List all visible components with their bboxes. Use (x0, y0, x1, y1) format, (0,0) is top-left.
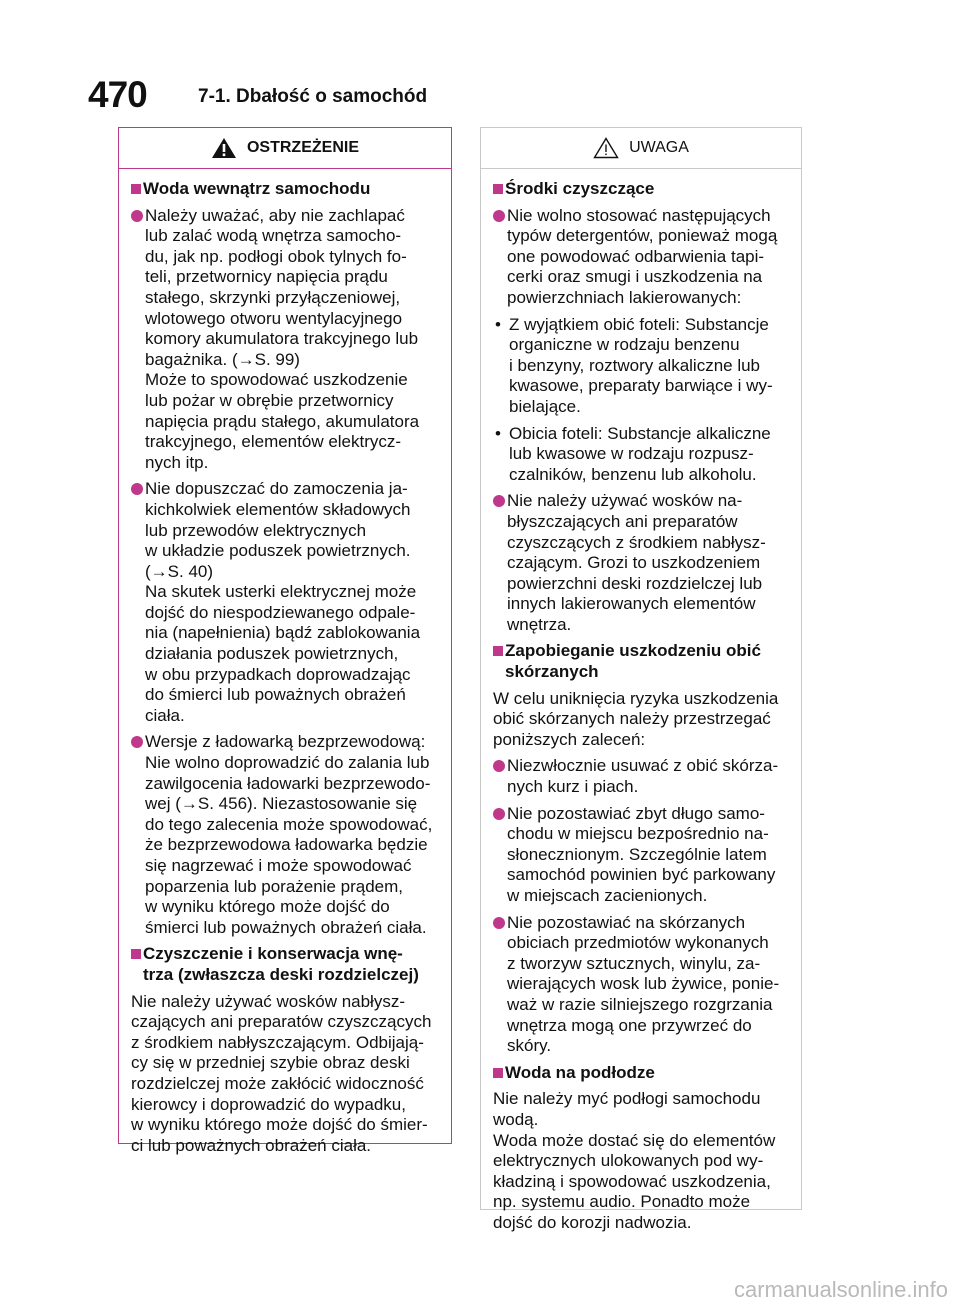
page-number: 470 (88, 74, 147, 115)
warning-header (119, 128, 451, 169)
section-heading: Woda wewnątrz samochodu (131, 179, 445, 200)
list-item: Niezwłocznie usuwać z obić skórza- nych kurz i piach. (493, 756, 795, 797)
section-heading: Środki czyszczące (493, 179, 795, 200)
list-item: • Obicia foteli: Substancje alkaliczne lub kwasowe w rodzaju rozpusz- czalników, benzenu lub alkoholu. (495, 423, 771, 484)
caution-triangle-icon (593, 137, 619, 159)
warning-box (118, 127, 452, 1155)
list-item: Nie pozostawiać zbyt długo samo- chodu w miejscu bezpośrednio na- słonecznionym. Szczególnie latem samochód powinien być parkowany w miejscach zacienionych. (493, 804, 795, 907)
paragraph: Nie należy myć podłogi samochodu wodą. Woda może dostać się do elementów elektrycznych ulokowanych pod wy- kładziną i spowodować uszkodzenia, np. systemu audio. Ponadto może dojść do korozji nadwozia. (493, 1089, 776, 1232)
circle-bullet-icon (131, 210, 143, 222)
watermark: carmanualsonline.info (733, 1277, 948, 1302)
warning-title: OSTRZEŻENIE (246, 139, 359, 156)
circle-bullet-icon (493, 210, 505, 222)
square-bullet-icon (131, 184, 141, 194)
square-bullet-icon (131, 949, 141, 959)
list-item: Należy uważać, aby nie zachlapać lub zalać wodą wnętrza samocho- du, jak np. podłogi obok tylnych fo- teli, przetwornicy napięcia prądu stałego, skrzynki przyłączeniowej, wlotowego otworu wentylacyjnego komory akumulatora trakcyjnego lub bagażnika. (→S. 99) Może to spowodować uszkodzenie lub pożar w obrębie przetwornicy napięcia prądu stałego, akumulatora trakcyjnego, elementów elektrycz- nych itp. (131, 206, 445, 474)
circle-bullet-icon (131, 736, 143, 748)
notice-header (481, 128, 801, 169)
list-item: • Z wyjątkiem obić foteli: Substancje organiczne w rodzaju benzenu i benzyny, roztwory alkaliczne lub kwasowe, preparaty barwiące i wy- bielające. (495, 314, 773, 416)
dot-bullet-icon: • (495, 423, 501, 443)
circle-bullet-icon (131, 483, 143, 495)
section-heading: Czyszczenie i konserwacja wnę- trza (zwłaszcza deski rozdzielczej) (131, 944, 445, 985)
dot-bullet-icon: • (495, 314, 501, 334)
list-item: Nie dopuszczać do zamoczenia ja- kichkolwiek elementów składowych lub przewodów elektrycznych w układzie poduszek powietrznych. (→S. 40) Na skutek usterki elektrycznej może dojść do niespodziewanego odpale- nia (napełnienia) bądź zablokowania działania poduszek powietrznych, w obu przypadkach doprowadzając do śmierci lub poważnych obrażeń ciała. (131, 479, 445, 726)
notice-title: UWAGA (629, 139, 689, 156)
list-item: Wersje z ładowarką bezprzewodową: Nie wolno doprowadzić do zalania lub zawilgocenia ładowarki bezprzewodo- wej (→S. 456). Niezastosowanie się do tego zalecenia może spowodować, że bezprzewodowa ładowarka będzie się nagrzewać i może spowodować poparzenia lub porażenie prądem, w wyniku którego może dojść do śmierci lub poważnych obrażeń ciała. (131, 732, 445, 938)
circle-bullet-icon (493, 808, 505, 820)
list-item: Nie wolno stosować następujących typów detergentów, ponieważ mogą one powodować odbarwienia tapi- cerki oraz smugi i uszkodzenia na powierzchniach lakierowanych: (493, 206, 795, 309)
paragraph: W celu uniknięcia ryzyka uszkodzenia obić skórzanych należy przestrzegać poniższych zaleceń: (493, 688, 779, 749)
list-item: Nie należy używać wosków na- błyszczających ani preparatów czyszczących z środkiem nabłysz- czającym. Grozi to uszkodzeniem powierzchni deski rozdzielczej lub innych lakierowanych elementów wnętrza. (493, 491, 795, 635)
circle-bullet-icon (493, 495, 505, 507)
section-heading: Woda na podłodze (493, 1063, 795, 1084)
section-title: 7-1. Dbałość o samochód (198, 86, 428, 107)
warning-triangle-icon (211, 137, 237, 159)
square-bullet-icon (493, 646, 503, 656)
paragraph: Nie należy używać wosków nabłysz- czających ani preparatów czyszczących z środkiem nabłyszczającym. Odbijają- cy się w przedniej szybie obraz deski rozdzielczej może zakłócić widoczność kierowcy i doprowadzić do wypadku, w wyniku którego może dojść do śmier- ci lub poważnych obrażeń ciała. (131, 991, 432, 1155)
square-bullet-icon (493, 184, 503, 194)
list-item: Nie pozostawiać na skórzanych obiciach przedmiotów wykonanych z tworzyw sztucznych, winylu, za- wierających wosk lub żywice, ponie- waż w razie silniejszego rozgrzania wnętrza mogą one przywrzeć do skóry. (493, 913, 795, 1057)
section-heading: Zapobieganie uszkodzeniu obić skórzanych (493, 641, 795, 682)
circle-bullet-icon (493, 760, 505, 772)
notice-box (480, 127, 802, 1232)
circle-bullet-icon (493, 917, 505, 929)
square-bullet-icon (493, 1068, 503, 1078)
